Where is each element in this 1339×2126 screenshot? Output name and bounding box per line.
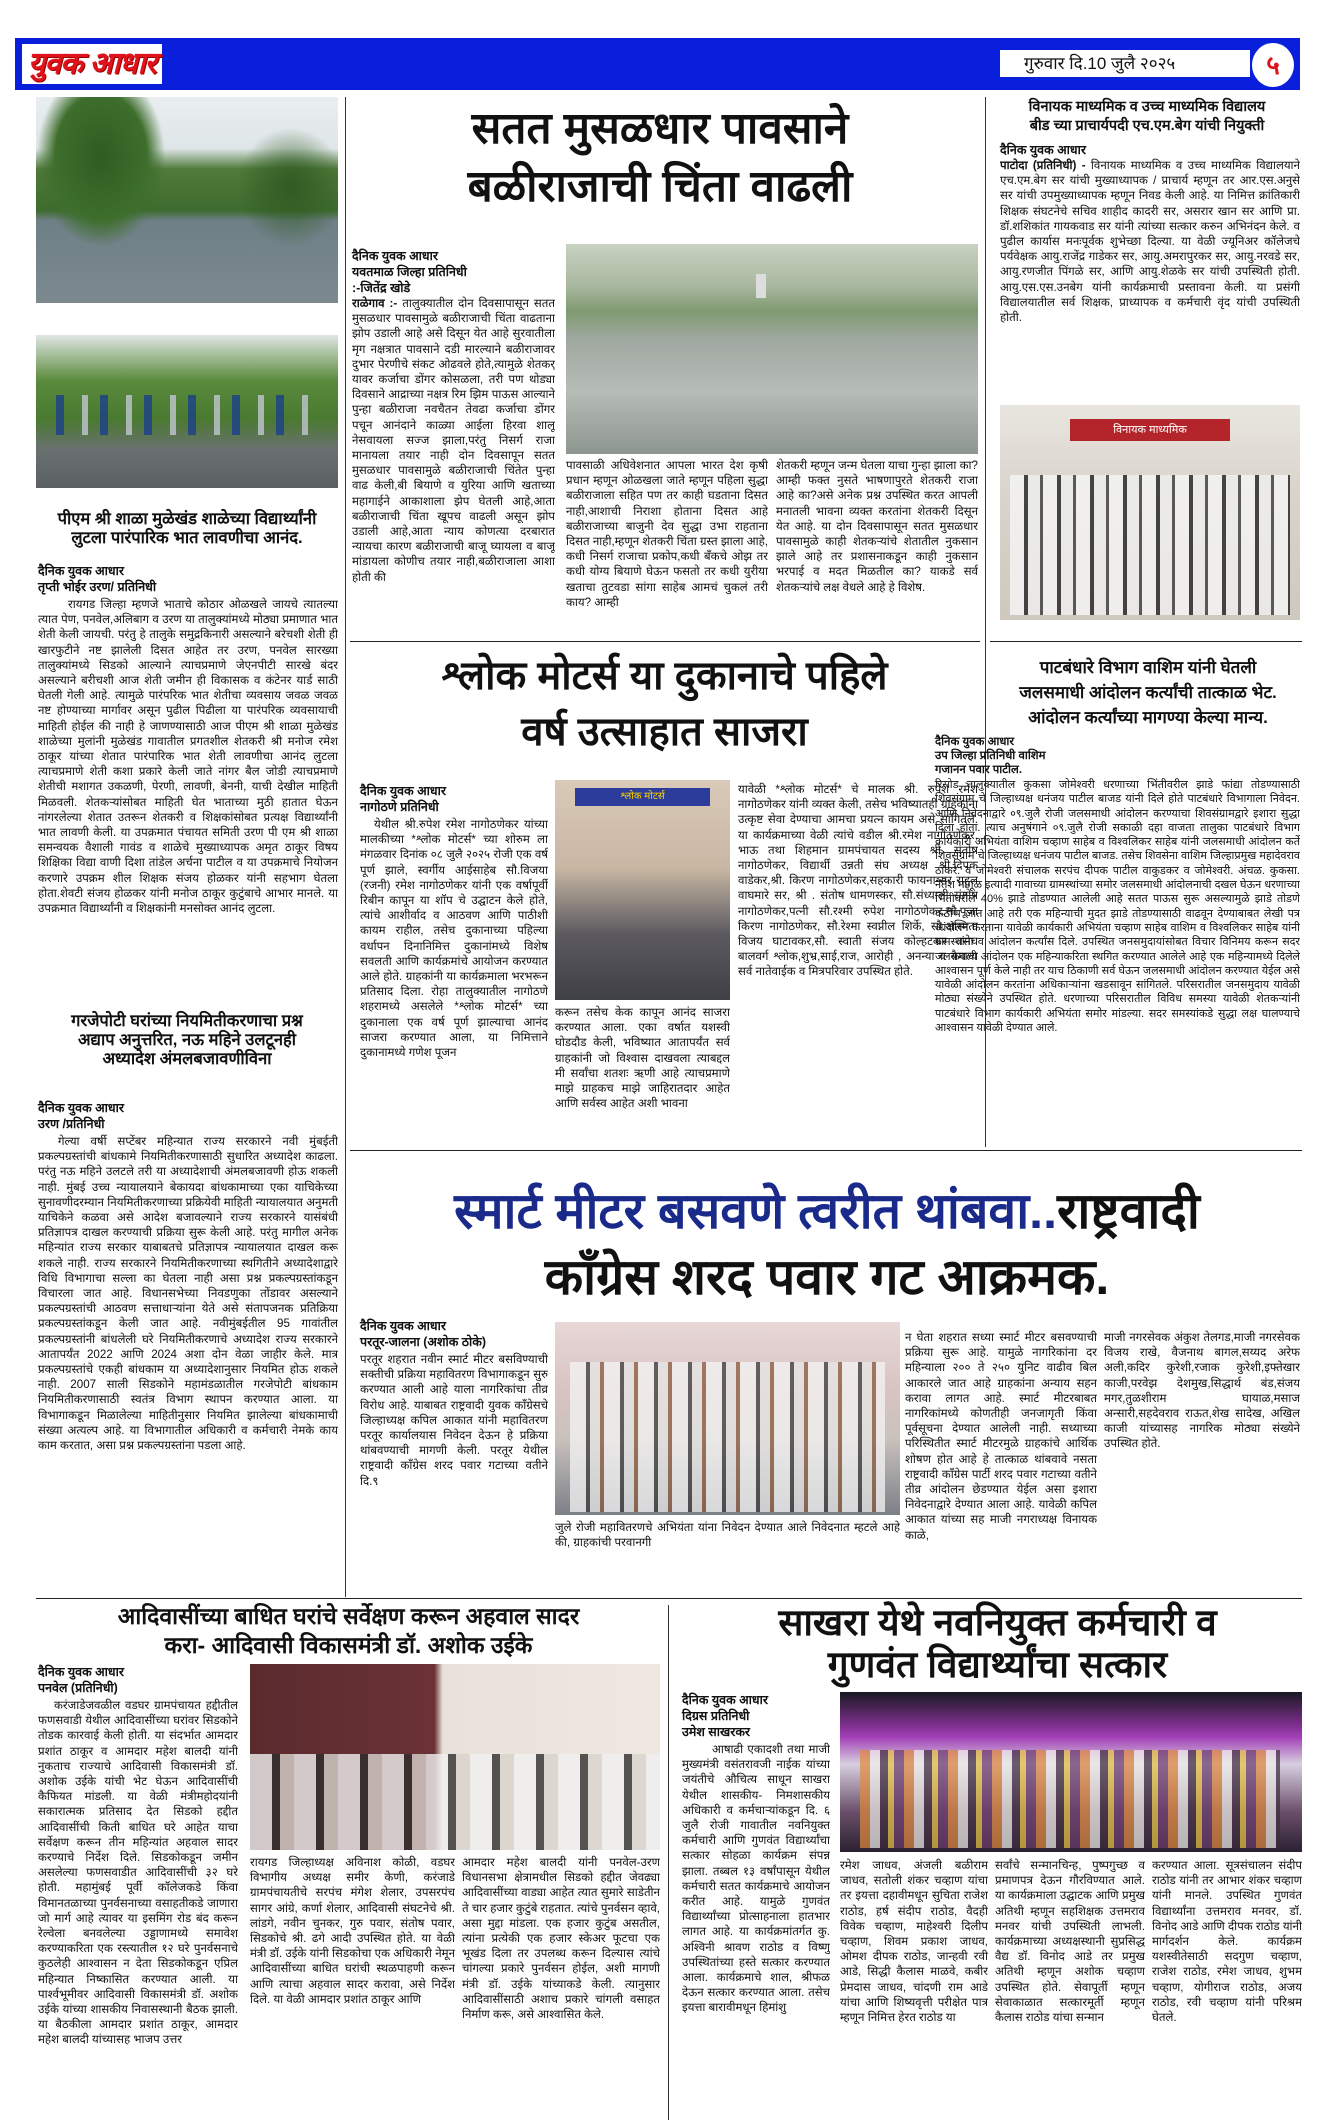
page-number: ५ xyxy=(1252,43,1294,87)
tribal-headline: आदिवासींच्या बाधित घरांचे सर्वेक्षण करून अहवाल सादर करा- आदिवासी विकासमंत्री डॉ. अशोक उईके xyxy=(117,1603,580,1658)
issue-date: गुरुवार दि.10 जुलै २०२५ xyxy=(1000,50,1250,77)
shlok-body-col3: यावेळी *श्लोक मोटर्स* चे मालक श्री. रुपेश रमेश नागोठणेकर यांनी व्यक्त केली, तसेच भविष्यातही ग्राहकांना उत्कृष्ट सेवा देण्याचा आमचा प्रयत्न कायम असे सांगितले. या कार्यक्रमाच्या वेळी त्यांचे वडील श्री.रमेश नागोठणेकर, भाऊ तथा शिहमान ग्रामपंचायत सदस्य श्री. संतोष नागोठणेकर, विद्यार्थी उन्नती संघ अध्यक्ष श्री.दिपक वाडेकर,श्री. किरण नागोठणेकर,सहकारी फायनान्सर राहुल वाघमारे सर, श्री . संतोष धामणस्कर, सौ.संध्याली संतोष नागोठणेकर,पत्नी सौ.रश्मी रुपेश नागोठणेकर,सौ.पूजा किरण नागोठणेकर, सौ.रेश्मा स्वप्नील शिर्के, सौ.अस्मिता विजय घाटावकर,सौ. स्वाती संजय कोल्हटकर तसेच बालवर्ग श्लोक,शुभ्र,साई,राज, आरोही , अनन्या व कैवल्य सर्व नातेवाईक व मित्रपरिवार उपस्थित होते. xyxy=(738,783,978,979)
shlok-byline: दैनिक युवक आधार नागोठणे प्रतिनिधी xyxy=(360,784,446,814)
smartmeter-headline: स्मार्ट मीटर बसवणे त्वरीत थांबवा..राष्ट्रवादी काँग्रेस शरद पवार गट आक्रमक. xyxy=(454,1183,1200,1305)
shlok-body-col2: करून तसेच केक कापून आनंद साजरा करण्यात आला. एका वर्षात यशस्वी घोडदौड केली, भविष्यात आतापर्यंत सर्व ग्राहकांनी जो विश्वास दाखवला त्याबद्दल मी सर्वांचा शतशः ऋणी आहे त्याचप्रमाणे माझे ग्राहकच माझे जाहिरातदार आहेत आणि सर्वस्व आहेत अशी भावना xyxy=(555,1006,730,1111)
principal-headline: विनायक माध्यमिक व उच्च माध्यमिक विद्यालय बीड च्या प्राचार्यपदी एच.एम.बेग यांची नियुक्ती xyxy=(1028,99,1266,134)
smartmeter-headline-blue: स्मार्ट मीटर बसवणे त्वरीत थांबवा.. xyxy=(454,1183,1057,1239)
paddy-photo-1 xyxy=(36,97,338,303)
housing-byline: दैनिक युवक आधार उरण /प्रतिनिधी xyxy=(38,1101,124,1131)
shlok-body-col1: येथील श्री.रुपेश रमेश नागोठणेकर यांच्या मालकीच्या *श्लोक मोटर्स* च्या शोरुम ला मंगळवार दिनांक ०८ जुलै २०२५ रोजी एक वर्ष पूर्ण झाले, स्वर्गीय आईसाहेब सौ.विजया (रजनी) रमेश नागोठणेकर यांनी एक वर्षापूर्वी रिबीन कापून या शॉप चे उद्घाटन केले होते, त्यांचे आशीर्वाद व आठवण आणि पाठीशी कायम राहील, तसेच दुकानाच्या पहिल्या वर्धापन दिनानिमित्त दुकानांमध्ये विशेष सवलती आणि कार्यक्रमांचे आयोजन करण्यात आले होते. ग्राहकांनी या कार्यक्रमाला भरभरून प्रतिसाद दिला. रोहा तालुक्यातील नागोठणे शहरामध्ये असलेले *श्लोक मोटर्स* च्या दुकानाला एक वर्ष पूर्ण झाल्याचा आनंद साजरा करण्यात आला, या निमित्ताने दुकानामध्ये गणेश पूजन xyxy=(360,818,548,1060)
section-divider xyxy=(350,1150,1302,1151)
school-felicitation-photo xyxy=(1000,405,1300,620)
paddy-byline: दैनिक युवक आधार तृप्ती भोईर उरण/ प्रतिनिधी xyxy=(38,564,157,594)
school-banner: विनायक माध्यमिक xyxy=(1070,419,1230,441)
sakhara-byline: दैनिक युवक आधार दिग्रस प्रतिनिधी उमेश साखरकर xyxy=(682,1693,768,1739)
section-divider xyxy=(990,641,1302,642)
rain-byline: दैनिक युवक आधार यवतमाळ जिल्हा प्रतिनिधी :-जितेंद्र खोडे xyxy=(352,249,467,295)
paddy-photo-2 xyxy=(36,335,338,488)
section-divider xyxy=(350,641,980,642)
newspaper-logo: युवक आधार xyxy=(22,44,162,84)
section-divider xyxy=(36,1598,1302,1599)
irrigation-headline: पाटबंधारे विभाग वाशिम यांनी घेतली जलसमाधी आंदोलन कर्त्यांची तात्काळ भेट. आंदोलन कर्त्यांच्या मागण्या केल्या मान्य. xyxy=(1019,658,1277,727)
smartmeter-body-col2: न घेता शहरात सध्या स्मार्ट मीटर बसवण्याची प्रक्रिया सुरू आहे. यामुळे नागरिकांना दर महिन्याला २०० ते २५० युनिट वाढीव बिल आकारले जात आहे ग्राहकांना अन्याय सहन करावा लागत आहे. स्मार्ट मीटरबाबत नागरिकांमध्ये कोणतीही जनजागृती किंवा पूर्वसूचना देण्यात आलेली नाही. सध्याच्या परिस्थितीत स्मार्ट मीटरमुळे ग्राहकांचे आर्थिक शोषण होत आहे हे तात्काळ थांबवावे नसता राष्ट्रवादी काँग्रेस पार्टी शरद पवार गटाच्या वतीने तीव्र आंदोलन छेडण्यात येईल असा इशारा निवेदनाद्वारे देण्यात आला आहे. यावेळी कपिल आकात यांच्या सह माजी नगराध्यक्ष विनायक काळे, xyxy=(905,1331,1097,1542)
smartmeter-byline: दैनिक युवक आधार परतूर-जालना (अशोक ठोके) xyxy=(360,1319,487,1349)
column-divider xyxy=(668,1605,669,2120)
smartmeter-body-col3: माजी नगरसेवक अंकुश तेलगड,माजी नगरसेवक विजय राखे, वैजनाथ बागल,सय्यद अरेफ अली,कदिर कुरेशी,रजाक कुरेशी,इफ्तेखार काजी,परवेझ देशमुख,सिद्धार्थ बंड,संजय मगर,तुळशीराम घायाळ,मसाज अन्सारी,सहदेवराव राऊत,शेख सादेख, अखिल काजी यांच्यासह नागरिक मोठ्या संख्येने उपस्थित होते. xyxy=(1104,1331,1300,1451)
sakhara-body-col3: सर्वांचे सन्मानचिन्ह, पुष्पगुच्छ व प्रमाणपत्र देऊन गौरविण्यात आले. या कार्यक्रमाला उद्घाटक आणि प्रमुख अतिथी म्हणून सहशिक्षक उत्तमराव मनवर यांची उपस्थिती लाभली. कार्यक्रमाच्या अध्यक्षस्थानी सुप्रसिद्ध वैद्य डॉ. विनोद आडे तर प्रमुख अतिथी म्हणून अशोक चव्हाण उपस्थित होते. सेवापूर्ती म्हणून सेवाकाळात सत्कारमूर्ती म्हणून कैलास राठोड यांचा सन्मान xyxy=(995,1859,1145,2025)
flooded-field-photo xyxy=(566,244,978,454)
column-divider xyxy=(345,97,346,1597)
irrigation-body: रिसोड तालुक्यातील कुकसा जोमेश्वरी धरणाच्या भिंतीवरील झाडे फांद्या तोडण्यासाठी शिवसंग्राम चे जिल्हाध्यक्ष धनंजय पाटील बाजड यांनी दिले होते पाटबंधारे विभागाला निवेदन. आणि निवेदनाद्वारे ०९.जुलै रोजी जलसमाधी आंदोलन करण्याचा शिवसंग्रामद्वारे इशारा सुद्धा दिला होता. त्याच अनुषंगाने ०९.जुलै रोजी सकाळी दहा वाजता तालुका पाटबंधारे विभाग कार्यकारी अभियंता वाशिम चव्हाण साहेब व विश्वलिकर साहेब यांनी जलसमाधी आंदोलन कर्ते शिवसंग्राम चे जिल्हाध्यक्ष धनंजय पाटील बाजड. तसेच शिवसेना वाशिम जिल्हाप्रमुख महादेवराव ठाकरे. व जोमेश्वरी संचालक सरपंच दीपक पाटील वाकुडकर व जोमेश्वरी. अंचळ. कुकसा. नेतेश मांगूळ इत्यादी गावाच्या ग्रामस्थांच्या समोर जलसमाधी आंदोलनाची दखल घेऊन धरणाच्या भिंतीवरील 40% झाडे तोडण्यात आलेली आहे सतत पाऊस सुरू असल्यामुळे झाडे तोडणे कठीण जात आहे तरी एक महिन्याची मुदत झाडे तोडण्यासाठी वाढवून देण्याबाबत लेखी पत्र आंदोलन करताना यावेळी कार्यकारी अभियंता चव्हाण साहेब वाशिम व विश्वलिकर साहेब यांनी ग्रामस्थांना व आंदोलन कर्त्यांस दिले. उपस्थित जनसमुदायांसोबत विचार विनिमय करून सदर जलसमाधी आंदोलन एक महिन्याकरिता स्थगित करण्यात आलेले आहे एक महिन्यामध्ये दिलेले आश्वासन पूर्ण केले नाही तर याच ठिकाणी सर्व घेऊन जलसमाधी आंदोलन करण्यात येईल असे यावेळी आंदोलन करतांना अधिकाऱ्यांना खडसावून सांगितले. परिसरातील जनसमुदाय यावेळी मोठ्या संख्येने उपस्थित होते. धरणाच्या परिसरातील विविध समस्या यावेळी शेतकऱ्यांनी पाटबंधारे विभाग कार्यकारी अभियंता समोर मांडल्या. सदर समस्यांकडे सुद्धा लक्ष घालण्याचे आश्वासन यावेळी देण्यात आले. xyxy=(935,779,1300,1035)
tribal-body-col1: करंजाडेजवळील वडघर ग्रामपंचायत हद्दीतील फणसवाडी येथील आदिवासींच्या घरांवर सिडकोने तोडक कारवाई केली होती. या संदर्भात आमदार प्रशांत ठाकूर व आमदार महेश बालदी यांनी नुकताच राज्याचे आदिवासी विकासमंत्री डॉ. अशोक उईके यांची भेट घेऊन आदिवासींची कैफियत मांडली. या वेळी मंत्रीमहोदयांनी सकारात्मक प्रतिसाद देत सिडको हद्दीत आदिवासींची किती बाधित घरे आहेत याचा सर्वेक्षण करून तीन महिन्यांत अहवाल सादर करण्याचे निर्देश दिले. सिडकोकडून जमीन असलेल्या फणसवाडीत आदिवासींची ३२ घरे होती. महामुंबई पूर्वी कॉलेजकडे किंवा विमानतळाच्या पुनर्वसनाच्या वसाहतीकडे जाणारा जो मार्ग आहे त्यावर या इसमिंग रोड बंद करून रेल्वेला बनवलेल्या उड्डाणामध्ये समावेश करण्याकरिता एक रस्त्यातील १२ घरे पुनर्वसनाचे कुठलेही आश्वासन न देता सिडकोकडून एप्रिल महिन्यात निष्कासित करण्यात आली. या पार्श्वभूमीवर आदिवासी विकासमंत्री डॉ. अशोक उईके यांच्या शासकीय निवासस्थानी बैठक झाली. या बैठकीला आमदार प्रशांत ठाकूर, आमदार महेश बालदी यांच्यासह भाजप उत्तर xyxy=(38,1699,238,2047)
sakhara-body-col2: रमेश जाधव, अंजली बळीराम जाधव, सतोली शंकर चव्हाण यांचा तर इयत्ता दहावीमधून सुचिता राजेश राठोड, हर्ष संदीप राठोड, वैदही विवेक चव्हाण, माहेश्वरी दिलीप चव्हाण, शिवम प्रकाश जाधव, ओमश दीपक राठोड, जान्हवी रवी आडे, सिद्धी कैलास माळवे, कबीर प्रेमदास जाधव, चांदणी राम आडे यांचा आणि शिष्यवृत्ती परीक्षेत पात्र म्हणून निमित्त हेरत राठोड या xyxy=(840,1859,988,2025)
smartmeter-body-col1: परतूर शहरात नवीन स्मार्ट मीटर बसविण्याची सक्तीची प्रक्रिया महावितरण विभागाकडून सुरु करण्यात आली आहे याला नागरिकांचा तीव्र विरोध आहे. याबाबत राष्ट्रवादी युवक काँग्रेसचे जिल्हाध्यक्ष कपिल आकात यांनी महावितरण परतूर कार्यालयास निवेदन देऊन हे प्रक्रिया थांबवण्याची मागणी केली. परतूर येथील राष्ट्रवादी काँग्रेस शरद पवार गटाच्या वतीने दि.९ xyxy=(360,1353,548,1488)
smartmeter-caption: जुले रोजी महावितरणचे अभियंता यांना निवेदन देण्यात आले निवेदनात म्हटले आहे की, ग्राहकांची परवानगी xyxy=(555,1521,900,1550)
housing-headline: गरजेपोटी घरांच्या नियमितीकरणाचा प्रश्न अद्याप अनुत्तरित, नऊ महिने उलटूनही अध्यादेश अंमलबजावणीविना xyxy=(71,1012,303,1068)
paddy-headline: पीएम श्री शाळा मुळेखंड शाळेच्या विद्यार्थ्यांनी लुटला पारंपारिक भात लावणीचा आनंद. xyxy=(57,510,317,547)
tribal-body-col2: रायगड जिल्हाध्यक्ष अविनाश कोळी, वडघर विभागीय अध्यक्ष समीर केणी, करंजाडे ग्रामपंचायतीचे सरपंच मंगेश शेलार, उपसरपंच सागर आंग्रे, कर्णा शेलार, आदिवासी संघटनेचे श्री. लांडगे, नवीन चुनकर, गुरु पवार, संतोष पवार, सिडकोचे श्री. ढगे आदी उपस्थित होते. या वेळी मंत्री डॉ. उईके यांनी सिडकोचा एक अधिकारी नेमून आदिवासींच्या बाधित घरांची स्थळपाहणी करून आणि त्याचा अहवाल सादर करावा, असे निर्देश दिले. या वेळी आमदार प्रशांत ठाकूर आणि xyxy=(250,1856,455,2006)
shop-sign: श्लोक मोटर्स xyxy=(575,788,710,806)
smartmeter-memorandum-photo xyxy=(555,1322,900,1515)
tribal-body-col3: आमदार महेश बालदी यांनी पनवेल-उरण विधानसभा क्षेत्रामधील सिडको हद्दीत जेवढ्या आदिवासींच्या वाड्या आहेत त्यात सुमारे साडेतीन ते चार हजार कुटुंबे राहतात. त्यांचे पुनर्वसन व्हावे, असा मुद्दा मांडला. एक हजार कुटुंब असतील, त्यांना प्रत्येकी एक हजार स्केअर फूटचा एक भूखंड दिला तर उपलब्ध करून दिल्यास त्यांचे चांगल्या प्रकारे पुनर्वसन होईल, अशी मागणी मंत्री डॉ. उईके यांच्याकडे केली. त्यानुसार आदिवासींसाठी अशाच प्रकारे चांगली वसाहत निर्माण करू, असे आश्वासित केले. xyxy=(462,1856,660,2022)
rain-dateline: राळेगाव :- xyxy=(352,297,398,310)
housing-body: गेल्या वर्षी सप्टेंबर महिन्यात राज्य सरकारने नवी मुंबईती प्रकल्पग्रस्तांची बांधकामे नियमितीकरणासाठी सुधारित अध्यादेश काढला. परंतु नऊ महिने उलटले तरी या अध्यादेशाची अंमलबजावणी होऊ शकली नाही. मुंबई उच्च न्यायालयाने बेकायदा बांधकामाच्या एका याचिकेच्या सुनावणीदरम्यान नियमितीकरणाच्या प्रक्रियेवी माहिती न्यायालयात अनुमती याचिकेने कळवा असे आदेश बजावल्याने राज्य सरकारने यासंबंधी प्रतिज्ञापत्र दाखल करण्याची प्रक्रिया सुरू केली आहे. परंतु मागील अनेक महिन्यांत राज्य सरकार याबाबतचे प्रतिज्ञापत्र न्यायालयात दाखल करू शकले नाही. राज्य सरकारने नियमितीकरणाच्या स्थगितीने अध्यादेशाद्वारे विधि विभागाचा सल्ला का घेतला नाही असा प्रश्न प्रकल्पग्रस्तांकडून विचारला जात आहे. विधानसभेच्या निवडणुका तोंडावर असल्याने प्रकल्पग्रस्तांची आठवण सत्ताधाऱ्यांना येते असे संतापजनक प्रतिक्रिया प्रकल्पग्रस्तांकडून केली जात आहे. नवीमुंबईतील 95 गावांतील प्रकल्पग्रस्तांनी बांधलेली घरे नियमितीकरणाचे अध्यादेश राज्य सरकारने आतापर्यंत 2022 आणि 2024 अशा दोन वेळा जाहीर केले. मात्र प्रकल्पग्रस्तांचे एकही बांधकाम या अध्यादेशानुसार नियमित होऊ शकले नाही. 2007 साली सिडकोने महामंडळातील गरजेपोटी बांधकाम नियमितीकरणासाठी स्वतंत्र विभाग स्थापन करण्यात आला. या विभागाकडून मिळालेल्या माहितीनुसार नियमित झालेल्या बांधकामाची संख्या अत्यल्प आहे. या विभागातील अधिकारी व कर्मचारी नेमके काय काम करतात, असा प्रश्न प्रकल्पग्रस्तांना पडला आहे. xyxy=(38,1135,338,1453)
paddy-body: रायगड जिल्हा म्हणजे भाताचे कोठार ओळखले जायचे त्यातल्या त्यात पेण, पनवेल,अलिबाग व उरण या तालुक्यांमध्ये मोठ्या प्रमाणात भात शेती केली जायची. परंतु हे तालुके समुद्रकिनारी असल्याने बरेचशी शेती ही खारफुटीने नष्ट झालेली दिसत आहेत तर उरण, पनवेल सारख्या तालुक्यांमध्ये सिडको आल्याने त्याचप्रमाणे जेएनपीटी सारखे बंदर असल्याने बरीचशी आज शेती जमीन ही विकासक व कंटेनर यार्ड साठी घेतली गेली आहे. त्यामुळे पारंपरिक भात शेतीचा व्यवसाय जवळ जवळ नष्ट होण्याच्या मार्गावर असून पुढील पिढीला या पारंपरिक व्यवसायाची माहिती होईल की नाही हे जाणण्यासाठी आज पीएम श्री शाळा मुळेखंड शाळेच्या मुलांनी मुळेखंड गावातील प्रगतशील शेतकरी श्री मनोज रमेश ठाकूर यांच्या शेतात पारंपारिक भात शेती लावणीचा आनंद लुटला त्याचप्रमाणे शेती कशा प्रकारे केली जाते नांगर बैल जोडी त्याचप्रमाणे शेतीची मशागत उकळणी, पेरणी, लावणी, बेननी, याची देखील माहिती मिळवली. शेतकऱ्यांसोबत माहिती घेत भाताच्या मुठी हातात घेऊन नांगरलेल्या शेतात उतरून शेतकरी व शिक्षकांसोबत प्रत्यक्ष विद्यार्थ्यांनी भात लावणी केली. या उपक्रमात पंचायत समिती उरण पी एम श्री शाळा समन्वयक वैशाली गावंड व शाळेचे मुख्याध्यापक अमृत ठाकूर विषय शिक्षिका विद्या वाणी दिशा तांडेल अर्चना पाटील व या उपक्रमाचे नियोजन करणारे उपक्रम शील शिक्षक संजय होळकर यांनी सहभाग घेतला होता.शेवटी संजय होळकर यांनी मनोज ठाकूर कुटुंबाचे आभार मानले. या उपक्रमात विद्यार्थ्यांनी व शिक्षकांनी मनसोक्त आनंद लुटला. xyxy=(38,598,338,916)
rain-body-col2: पावसाळी अधिवेशनात आपला भारत देश कृषी प्रधान म्हणून ओळखला जाते म्हणून पहिला सुद्धा बळीराजाला सहित पण तर काही घडताना दिसत नाही,आशाची निराशा होताना दिसत आहे बळीराजाच्या बाजुनी देव सुद्धा उभा राहताना दिसत नाही,म्हणून शेतकरी चिंता ग्रस्त झाला आहे, कधी निसर्ग राजाचा प्रकोप,कधी बँकचे ओझ तर कधी योग्य बियाणे घेऊन फसतो तर कधी युरीया खताचा तुटवडा सांगा साहेब आमचं चुकलं तरी काय? आम्ही xyxy=(566,459,768,609)
rain-body-col1: राळेगाव :- तालुक्यातील दोन दिवसापासून सतत मुसळधार पावसामुळे बळीराजाची चिंता वाढताना झोप उडाली आहे असे दिसून येत आहे सुरवातीला मृग नक्षत्रात पावसाने दडी मारल्याने बळीराजावर दुभार पेरणीचे संकट ओढवले होते,त्यामुळे शेतकर् यावर कर्जाचा डोंगर कोसळला, तरी पण थोड्या दिवसाने आद्राच्या नक्षत्र रिम झिम पाऊस आल्याने पुन्हा बळीराजा नवचैतन तेवढा कर्जाचा डोंगर पचून आनंदाने काळ्या आईला हिरवा शालू नेसवायला सज्ज झाला,परंतु निसर्ग राजा मानायला तयार नाही दोन दिवसापून सतत मुसळधार पावसामुळे बळीराजाची चिंतेत पुन्हा वाढ केली,बी बियाणे व युरिया आणि खताच्या महागाईने आकाशाला झेप घेतली आहे,आता बळीराजाची चिंता खूपच वाढली असून झोप उडाली आहे,आता न्याय कोणत्या दरबारात न्यायचा कारण बळीराजाची बाजू घ्यायला व बाजू मांडायला कोणीच तयार नाही,बळीराजाला आशा होती की xyxy=(352,297,555,584)
principal-byline: दैनिक युवक आधार xyxy=(1000,143,1086,157)
sakhara-headline: साखरा येथे नवनियुक्त कर्मचारी व गुणवंत विद्यार्थ्यांचा सत्कार xyxy=(778,1602,1217,1685)
sakhara-felicitation-photo xyxy=(840,1692,1302,1852)
shlok-headline: श्लोक मोटर्स या दुकानाचे पहिले वर्ष उत्साहात साजरा xyxy=(441,654,888,754)
shlok-motors-photo xyxy=(555,780,730,1000)
principal-dateline: पाटोदा (प्रतिनिधी) - xyxy=(1000,159,1086,172)
tribal-meeting-photo xyxy=(250,1664,660,1850)
sakhara-body-col4: करण्यात आला. सूत्रसंचालन संदीप राठोड यांनी तर आभार शंकर चव्हाण यांनी मानले. उपस्थित गुणवंत विद्यार्थ्यांना उत्तमराव मनवर, डॉ. विनोद आडे आणि दीपक राठोड यांनी मार्गदर्शन केले. कार्यक्रम यशस्वीतेसाठी सदगुण चव्हाण, राजेश राठोड, रमेश जाधव, शुभम चव्हाण, योगीराज राठोड, अजय राठोड, रवी चव्हाण यांनी परिश्रम घेतले. xyxy=(1152,1859,1302,2025)
principal-body: पाटोदा (प्रतिनिधी) - विनायक माध्यमिक व उच्च माध्यमिक विद्यालयाने एच.एम.बेग सर यांची मुख्याध्यापक / प्राचार्य म्हणून तर आर.एस.अनुसे सर यांची उपमुख्याध्यापक म्हणून निवड केली आहे. या निमित्त क्रांतिकारी शिक्षक संघटनेचे सचिव शाहीद कादरी सर, असरार खान सर आणि प्रा. डॉ.शशिकांत गायकवाड सर यांनी त्यांच्या सत्कार करुन अभिनंदन केले. व पुढील कार्यास मनःपूर्वक शुभेच्छा दिल्या. या वेळी ज्यूनिअर कॉलेजचे पर्यवेक्षक आयु.राजेंद्र गाडेकर सर, आयु.अमरापुरकर सर, आयु.नरवडे सर, आयु.रणजीत पिंगळे सर, आणि आयु.शेळके सर यांची उपस्थिती होती. आयु.एस.एस.उनबेग यांनी कार्यक्रमाची प्रस्तावना केली. या प्रसंगी विद्यालयातील सर्व शिक्षक, प्राध्यापक व कर्मचारी वृंद यांची उपस्थिती होती. xyxy=(1000,159,1300,325)
rain-headline: सतत मुसळधार पावसाने बळीराजाची चिंता वाढली xyxy=(467,104,853,211)
rain-body-col3: शेतकरी म्हणून जन्म घेतला याचा गुन्हा झाला का? आम्ही फक्त नुसते भाषणापुरते शेतकरी राजा आहे का?असे अनेक प्रश्न उपस्थित करत आपली मनातली भावना व्यक्त करतांना शेतकरी दिसून येत आहे. या दोन दिवसापासून सतत मुसळधार पावसामुळे काही शेतकऱ्यांचे शेतातील नुकसान झाले आहे तर प्रशासनाकडून काही नुकसान भरपाई व मदत मिळतील का? याकडे सर्व शेतकऱ्यांचे लक्ष वेधले आहे हे विशेष. xyxy=(776,459,978,594)
sakhara-body-col1: आषाढी एकादशी तथा माजी मुख्यमंत्री वसंतरावजी नाईक यांच्या जयंतीचे औचित्य साधून साखरा येथील शासकीय- निमशासकीय अधिकारी व कर्मचाऱ्यांकडून दि. ६ जुलै रोजी गावातील नवनियुक्त कर्मचारी आणि गुणवंत विद्यार्थ्यांचा सत्कार सोहळा कार्यक्रम संपन्न झाला. तब्बल १३ वर्षांपासून येथील कर्मचारी सतत कार्यक्रमाचे आयोजन करीत आहे. यामुळे गुणवंत विद्यार्थ्यांच्या प्रोत्साहनाला हातभार लागत आहे. या कार्यक्रमांतर्गत कु. अश्विनी श्रावण राठोड व विष्णु उपस्थितांच्या हस्ते सत्कार करण्यात आला. कार्यक्रमाचे शाल, श्रीफळ देऊन सत्कार करण्यात आला. तसेच इयत्ता बारावीमधून हिमांशु xyxy=(682,1743,830,2015)
irrigation-byline: दैनिक युवक आधार उप जिल्हा प्रतिनिधी वाशिम गजानन पवार पाटील. xyxy=(935,736,1046,776)
tribal-byline: दैनिक युवक आधार पनवेल (प्रतिनिधी) xyxy=(38,1665,124,1695)
